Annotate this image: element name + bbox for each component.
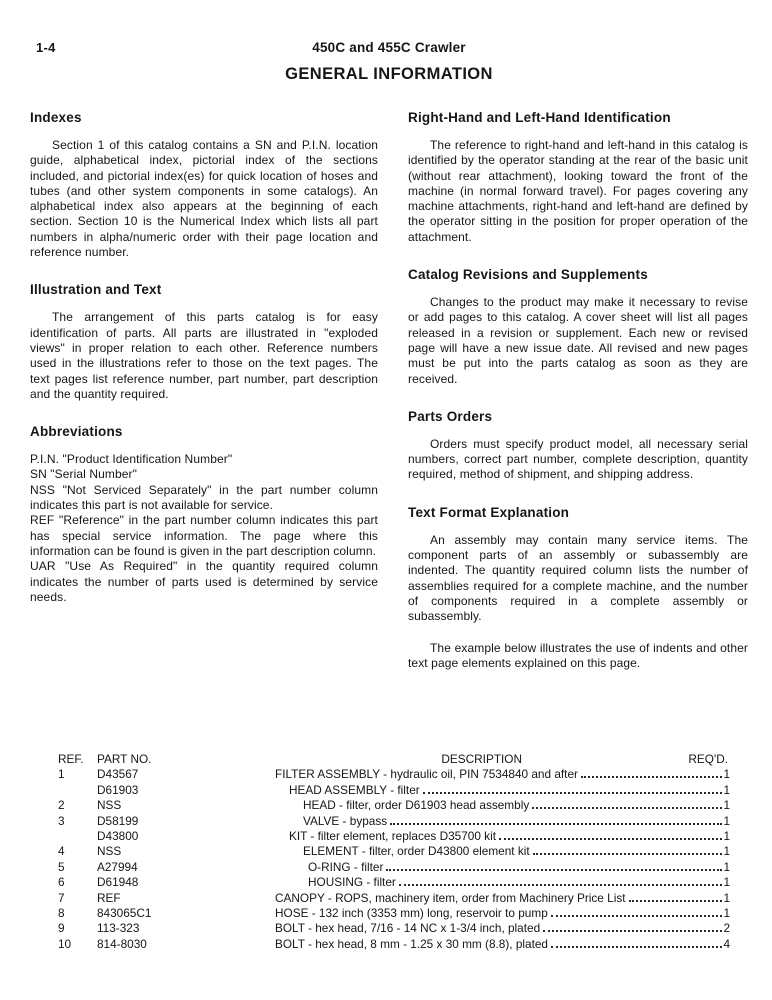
header-ref: REF. xyxy=(58,752,84,766)
header-description: DESCRIPTION xyxy=(441,752,522,766)
table-row xyxy=(58,891,730,906)
qty-cell: 1 xyxy=(723,859,730,874)
ref-cell: 5 xyxy=(58,859,65,874)
description-text: ELEMENT - filter, order D43800 element kit xyxy=(303,844,530,859)
catalog-revisions-paragraph: Changes to the product may make it necessary to revise or add pages to this catalog. A cover sheet will list all pages released in a revision or supplement. Each new or revised page will have a new issue date. All revised and new pages must be put into the parts catalog as soon as they are received. xyxy=(408,295,748,386)
section-heading-parts-orders: Parts Orders xyxy=(408,408,493,424)
table-row xyxy=(58,783,730,798)
description-text: HOUSING - filter xyxy=(308,875,396,890)
description-text: CANOPY - ROPS, machinery item, order from Machinery Price List xyxy=(275,890,626,905)
description-text: BOLT - hex head, 7/16 - 14 NC x 1-3/4 inch, plated xyxy=(275,921,541,936)
right-column xyxy=(408,110,748,752)
description-cell xyxy=(275,875,730,890)
table-row xyxy=(58,875,730,890)
part-no-cell: D61903 xyxy=(97,782,139,797)
description-cell xyxy=(275,921,730,936)
description-cell xyxy=(275,767,730,782)
parts-orders-paragraph: Orders must specify product model, all necessary serial numbers, correct part number, complete description, quantity required, method of shipment, and shipping address. xyxy=(408,436,748,482)
dotted-leader xyxy=(390,823,722,825)
dotted-leader xyxy=(499,838,722,840)
document-title: 450C and 455C Crawler xyxy=(312,40,466,55)
qty-cell: 4 xyxy=(723,936,730,951)
table-row xyxy=(58,767,730,782)
page-header xyxy=(30,40,748,84)
table-row xyxy=(58,798,730,813)
text-format-example-note: The example below illustrates the use of indents and other text page elements explained on this page. xyxy=(408,640,748,670)
description-cell xyxy=(275,783,730,798)
part-no-cell: NSS xyxy=(97,798,122,813)
table-row xyxy=(58,860,730,875)
qty-cell: 1 xyxy=(723,844,730,859)
table-row xyxy=(58,844,730,859)
illustration-and-text-paragraph: The arrangement of this parts catalog is for easy identification of parts. All parts are illustrated in "exploded views" in proper relation to each other. Reference numbers used in the illustrations refer to those on the text pages. The text pages list reference number, part number, part description and the quantity required. xyxy=(30,310,378,401)
table-row xyxy=(58,906,730,921)
table-row xyxy=(58,937,730,952)
description-cell xyxy=(275,891,730,906)
section-heading-rh-lh-identification: Right-Hand and Left-Hand Identification xyxy=(408,110,671,125)
dotted-leader xyxy=(543,930,722,932)
description-text: VALVE - bypass xyxy=(303,813,388,828)
description-text: BOLT - hex head, 8 mm - 1.25 x 30 mm (8.8), plated xyxy=(275,936,548,951)
section-heading-catalog-revisions: Catalog Revisions and Supplements xyxy=(408,267,648,283)
text-format-paragraph: An assembly may contain many service items. The component parts of an assembly or subassembly are indented. The quantity required column lists the number of assemblies required for a complete machine, and the number of components required in a complete assembly or subassembly. xyxy=(408,532,748,624)
dotted-leader xyxy=(629,900,723,902)
header-part-no: PART NO. xyxy=(97,752,152,766)
table-row xyxy=(58,921,730,936)
description-text: HEAD - filter, order D61903 head assembly xyxy=(303,798,530,813)
section-heading-abbreviations: Abbreviations xyxy=(30,424,123,440)
dotted-leader xyxy=(581,776,722,778)
part-no-cell: D61948 xyxy=(97,875,139,890)
part-no-cell: 843065C1 xyxy=(97,906,152,921)
dotted-leader xyxy=(533,853,723,855)
qty-cell: 1 xyxy=(723,829,730,844)
indexes-paragraph: Section 1 of this catalog contains a SN and P.I.N. location guide, alphabetical index, pictorial index of the sections included, and pictorial index(es) for quick location of hoses and tubes (and other system components in some catalogs). An alphabetical index also appears at the beginning of each section. Section 10 is the Numerical Index which lists all part numbers in alpha/numeric order with their page location and reference number. xyxy=(30,138,378,260)
two-column-body xyxy=(30,110,748,752)
ref-cell: 7 xyxy=(58,890,65,905)
part-no-cell: D43567 xyxy=(97,767,139,782)
part-no-cell: NSS xyxy=(97,844,122,859)
section-heading-text-format: Text Format Explanation xyxy=(408,504,570,520)
ref-cell: 1 xyxy=(58,767,65,782)
description-cell xyxy=(275,814,730,829)
section-heading-indexes: Indexes xyxy=(30,110,82,125)
description-text: HEAD ASSEMBLY - filter xyxy=(289,782,420,797)
header-reqd: REQ'D. xyxy=(688,752,728,766)
abbreviation-entry-uar: UAR "Use As Required" in the quantity required column indicates the number of parts used is determined by service needs. xyxy=(30,559,378,604)
description-cell xyxy=(275,829,730,844)
abbreviation-entry-sn: SN "Serial Number" xyxy=(30,467,138,482)
page-number: 1-4 xyxy=(36,40,56,55)
qty-cell: 1 xyxy=(723,875,730,890)
description-text: HOSE - 132 inch (3353 mm) long, reservoir to pump xyxy=(275,906,548,921)
ref-cell: 10 xyxy=(58,936,72,951)
header-description-group xyxy=(275,752,730,767)
qty-cell: 1 xyxy=(723,782,730,797)
dotted-leader xyxy=(551,915,723,917)
table-row xyxy=(58,829,730,844)
ref-cell: 8 xyxy=(58,906,65,921)
qty-cell: 1 xyxy=(723,798,730,813)
description-cell xyxy=(275,860,730,875)
part-no-cell: D43800 xyxy=(97,829,139,844)
description-text: O-RING - filter xyxy=(308,859,384,874)
page-title: GENERAL INFORMATION xyxy=(285,65,493,83)
description-text: KIT - filter element, replaces D35700 kit xyxy=(289,829,496,844)
dotted-leader xyxy=(532,807,722,809)
left-column xyxy=(30,110,378,752)
rh-lh-identification-paragraph: The reference to right-hand and left-hand in this catalog is identified by the operator standing at the rear of the basic unit (without rear attachment), looking toward the front of the machine (in normal forward travel). For pages covering any machine attachments, right-hand and left-hand are defined by the operator sitting in the position for proper operation of the attachment. xyxy=(408,138,748,244)
description-text: FILTER ASSEMBLY - hydraulic oil, PIN 7534840 and after xyxy=(275,767,578,782)
qty-cell: 1 xyxy=(723,906,730,921)
dotted-leader xyxy=(423,792,723,794)
description-cell xyxy=(275,844,730,859)
abbreviation-entry-pin: P.I.N. "Product Identification Number" xyxy=(30,452,233,467)
dotted-leader xyxy=(386,869,722,871)
description-cell xyxy=(275,798,730,813)
ref-cell: 3 xyxy=(58,813,65,828)
part-no-cell: 814-8030 xyxy=(97,936,147,951)
table-row xyxy=(58,814,730,829)
part-no-cell: D58199 xyxy=(97,813,139,828)
part-no-cell: 113-323 xyxy=(97,921,140,936)
ref-cell: 9 xyxy=(58,921,65,936)
description-cell xyxy=(275,906,730,921)
ref-cell: 2 xyxy=(58,798,65,813)
dotted-leader xyxy=(551,946,722,948)
qty-cell: 1 xyxy=(723,767,730,782)
dotted-leader xyxy=(399,884,723,886)
abbreviation-entry-nss: NSS "Not Serviced Separately" in the part number column indicates this part is not available for service. xyxy=(30,482,378,513)
ref-cell: 4 xyxy=(58,844,65,859)
abbreviation-entry-ref: REF "Reference" in the part number column indicates this part has special service information. The page where this information can be found is given in the part description column. xyxy=(30,513,378,558)
description-cell xyxy=(275,937,730,952)
parts-table-header-row xyxy=(58,752,730,767)
part-no-cell: A27994 xyxy=(97,859,138,874)
qty-cell: 2 xyxy=(723,921,730,936)
qty-cell: 1 xyxy=(723,890,730,905)
ref-cell: 6 xyxy=(58,875,65,890)
section-heading-illustration-and-text: Illustration and Text xyxy=(30,282,162,298)
parts-table xyxy=(58,752,730,952)
part-no-cell: REF xyxy=(97,890,121,905)
qty-cell: 1 xyxy=(723,813,730,828)
